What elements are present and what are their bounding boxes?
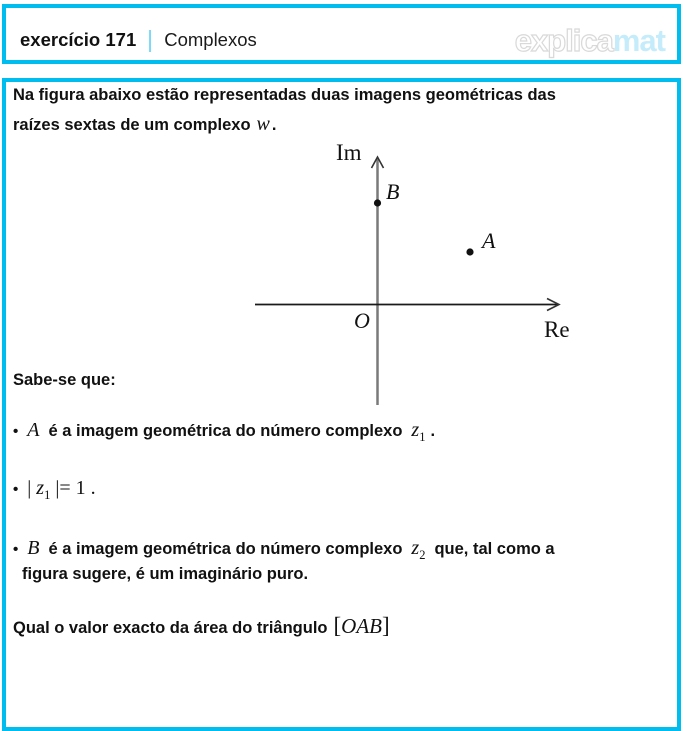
bracket-open: [ <box>333 613 342 638</box>
origin-label: O <box>354 308 370 333</box>
intro-line-2 <box>13 113 276 136</box>
point-a-label: A <box>482 228 496 253</box>
fact-modulus-period: . <box>90 477 96 499</box>
point-a <box>466 248 473 255</box>
math-z1 <box>411 419 425 445</box>
z2-subscript: 2 <box>419 548 426 562</box>
exercise-number: exercício 171 <box>20 28 137 50</box>
oab-vars: OAB <box>341 614 382 638</box>
header-title <box>20 26 257 53</box>
fact-a-period: . <box>430 422 436 440</box>
math-triangle-oab <box>334 613 390 639</box>
bullet-icon: • <box>13 481 19 498</box>
intro-period: . <box>271 116 277 134</box>
bar-open: | <box>27 477 32 499</box>
bracket-close: ] <box>382 613 390 638</box>
explicamat-logo <box>515 23 665 59</box>
complex-plane-figure <box>230 138 590 410</box>
z-var: z <box>411 419 420 441</box>
point-b <box>374 199 381 206</box>
point-b-label: B <box>386 179 400 204</box>
bar-close-eq: |= 1 <box>55 477 86 499</box>
bullet-icon: • <box>13 423 19 440</box>
intro-line-1: Na figura abaixo estão representadas duas imagens geométricas das <box>13 86 556 104</box>
fact-b-text: é a imagem geométrica do número complexo <box>48 540 403 558</box>
fact-item-b <box>13 537 555 563</box>
header <box>2 4 681 64</box>
fact-b-text-2: que, tal como a <box>434 540 555 558</box>
logo-mat: mat <box>612 23 665 58</box>
im-axis-label: Im <box>336 140 362 165</box>
question-line <box>13 613 390 639</box>
topic-title: Complexos <box>164 28 257 50</box>
fact-item-b-line-2: figura sugere, é um imaginário puro. <box>22 565 309 583</box>
re-axis-label: Re <box>544 317 570 342</box>
separator-bar: | <box>147 26 153 52</box>
fact-a-text: é a imagem geométrica do número complexo <box>48 422 403 440</box>
question-text: Qual o valor exacto da área do triângulo <box>13 619 328 637</box>
fact-item-modulus <box>13 477 96 503</box>
math-var-a: A <box>27 419 40 441</box>
math-w: w <box>256 113 270 135</box>
fact-item-a <box>13 419 435 445</box>
z1-subscript: 1 <box>44 488 51 502</box>
math-z2 <box>411 537 425 563</box>
math-var-b: B <box>27 537 40 559</box>
logo-explica: explica <box>514 23 613 58</box>
math-modulus-z1 <box>27 477 95 503</box>
intro-line-2-text: raízes sextas de um complexo <box>13 116 251 134</box>
z1-subscript: 1 <box>419 430 426 444</box>
bullet-icon: • <box>13 541 19 558</box>
z-var: z <box>36 477 45 499</box>
z-var: z <box>411 537 420 559</box>
facts-heading: Sabe-se que: <box>13 371 116 389</box>
